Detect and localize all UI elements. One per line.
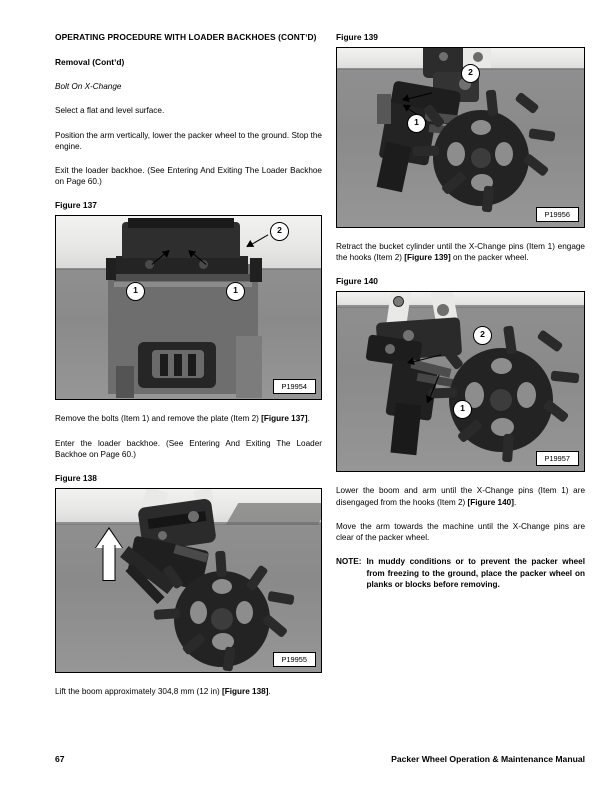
figure-140-photo: [337, 292, 584, 471]
callout-2: 2: [270, 222, 289, 241]
figure-reference: [Figure 139]: [404, 253, 451, 263]
note-text: In muddy conditions or to prevent the packer wheel from freezing to the ground, place the packer wheel on planks or blocks before removing.: [366, 557, 585, 590]
figure-139-photo: [337, 48, 584, 227]
paragraph: Position the arm vertically, lower the packer wheel to the ground. Stop the engine.: [55, 130, 322, 151]
photo-id-label: P19955: [273, 652, 316, 667]
figure-label-137: Figure 137: [55, 200, 97, 211]
figure-138-photo: [56, 489, 321, 672]
figure-reference: [Figure 140]: [467, 497, 514, 507]
figure-138: [55, 488, 322, 673]
paragraph: Move the arm towards the machine until the X-Change pins are clear of the packer wheel.: [336, 521, 585, 543]
note-label: NOTE:: [336, 557, 362, 567]
callout-2: 2: [473, 326, 492, 345]
figure-reference: [Figure 137]: [261, 414, 308, 424]
text-segment: Lift the boom approximately 304,8 mm (12 in): [55, 687, 223, 697]
paragraph: Exit the loader backhoe. (See Entering And Exiting The Loader Backhoe on Page 60.): [55, 166, 322, 187]
callout-1: 1: [226, 282, 245, 301]
callout-1: 1: [453, 400, 472, 419]
section-title: Bolt On X-Change: [55, 82, 122, 92]
direction-arrow-icon: [94, 527, 124, 581]
paragraph: Enter the loader backhoe. (See Entering And Exiting The Loader Backhoe on Page 60.): [55, 438, 322, 459]
figure-label-138: Figure 138: [55, 473, 97, 484]
note-block: [336, 556, 585, 590]
paragraph-fig137-ref: [55, 413, 322, 424]
callout-2: 2: [461, 64, 480, 83]
page-number: 67: [55, 754, 65, 764]
text-segment: Retract the bucket cylinder until the X-Change pins (Item 1) engage the hooks (Item 2): [336, 242, 585, 263]
paragraph-fig138-ref: [55, 686, 322, 697]
figure-label-139: Figure 139: [336, 32, 378, 42]
figure-140: [336, 291, 585, 472]
photo-id-label: P19954: [273, 379, 316, 394]
paragraph-fig139-ref: [336, 241, 585, 263]
manual-title: Packer Wheel Operation & Maintenance Manual: [391, 754, 585, 764]
figure-139: [336, 47, 585, 228]
section-subheading: Removal (Contʼd): [55, 57, 125, 68]
figure-137: [55, 215, 322, 400]
callout-1: 1: [407, 114, 426, 133]
text-segment: .: [268, 687, 271, 697]
text-segment: .: [513, 497, 517, 507]
text-segment: .: [307, 414, 310, 424]
callout-1: 1: [126, 282, 145, 301]
left-column: [55, 32, 322, 697]
text-segment: on the packer wheel.: [450, 253, 529, 263]
paragraph-fig140-ref: [336, 485, 585, 507]
figure-label-140: Figure 140: [336, 276, 378, 287]
paragraph: Select a flat and level surface.: [55, 106, 165, 116]
page-title: OPERATING PROCEDURE WITH LOADER BACKHOES (CONTʼD): [55, 32, 317, 42]
photo-id-label: P19956: [536, 207, 579, 222]
page-footer: [55, 754, 585, 764]
text-segment: Lower the boom and arm until the X-Change pins (Item 1) are disengaged from the hooks (Item 2): [336, 486, 585, 507]
text-segment: Remove the bolts (Item 1) and remove the plate (Item 2): [55, 414, 262, 424]
figure-137-photo: [56, 216, 321, 399]
right-column: [336, 32, 585, 590]
photo-id-label: P19957: [536, 451, 579, 466]
figure-reference: [Figure 138]: [222, 687, 269, 697]
